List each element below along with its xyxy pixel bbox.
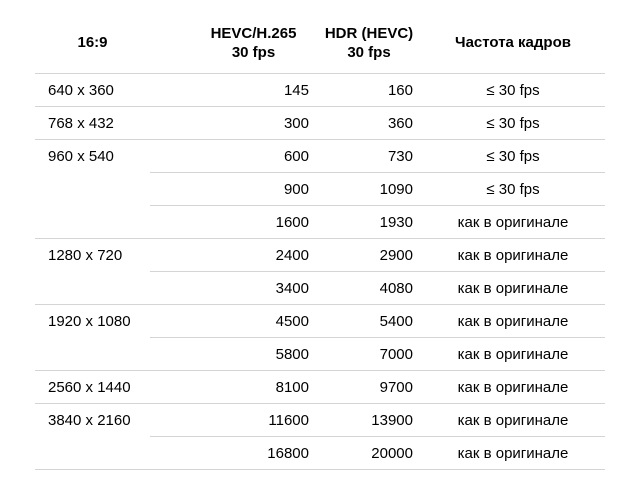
cell-framerate: как в оригинале xyxy=(421,371,605,404)
cell-resolution xyxy=(35,338,150,371)
cell-resolution: 1920 x 1080 xyxy=(48,312,131,330)
header-framerate: Частота кадров xyxy=(421,12,605,74)
cell-hevc-bitrate: 8100 xyxy=(150,371,317,404)
cell-framerate: ≤ 30 fps xyxy=(421,140,605,173)
header-hevc xyxy=(150,12,317,74)
table-body xyxy=(35,74,605,470)
cell-framerate: ≤ 30 fps xyxy=(421,107,605,140)
table-row xyxy=(35,107,605,140)
cell-hdr-bitrate: 7000 xyxy=(317,338,421,371)
cell-resolution: 2560 x 1440 xyxy=(35,371,150,404)
cell-hdr-bitrate: 360 xyxy=(317,107,421,140)
cell-hdr-bitrate: 160 xyxy=(317,74,421,107)
cell-hevc-bitrate: 3400 xyxy=(150,272,317,305)
table-row xyxy=(35,173,605,206)
cell-hdr-bitrate: 5400 xyxy=(317,305,421,338)
cell-resolution: 1280 x 720 xyxy=(48,246,123,264)
cell-hdr-bitrate: 20000 xyxy=(317,437,421,470)
table-header xyxy=(35,12,605,74)
cell-hdr-bitrate: 2900 xyxy=(317,239,421,272)
cell-hdr-bitrate: 730 xyxy=(317,140,421,173)
header-hdr-line1: HDR (HEVC) xyxy=(324,24,414,42)
table-row xyxy=(35,239,605,272)
cell-hevc-bitrate: 16800 xyxy=(150,437,317,470)
cell-resolution: 768 x 432 xyxy=(35,107,150,140)
table-row xyxy=(35,272,605,305)
cell-resolution xyxy=(35,437,150,470)
table-row xyxy=(35,404,605,437)
cell-hdr-bitrate: 13900 xyxy=(317,404,421,437)
cell-framerate: ≤ 30 fps xyxy=(421,74,605,107)
cell-framerate: как в оригинале xyxy=(421,305,605,338)
cell-hdr-bitrate: 9700 xyxy=(317,371,421,404)
table-row xyxy=(35,140,605,173)
cell-resolution xyxy=(35,173,150,206)
cell-hevc-bitrate: 900 xyxy=(150,173,317,206)
table-row xyxy=(35,437,605,470)
cell-framerate: как в оригинале xyxy=(421,404,605,437)
cell-framerate: как в оригинале xyxy=(421,338,605,371)
bitrate-table xyxy=(35,12,605,470)
cell-framerate: как в оригинале xyxy=(421,437,605,470)
cell-hevc-bitrate: 300 xyxy=(150,107,317,140)
table-row xyxy=(35,74,605,107)
cell-resolution: 640 x 360 xyxy=(35,74,150,107)
cell-hevc-bitrate: 4500 xyxy=(150,305,317,338)
cell-hdr-bitrate: 1090 xyxy=(317,173,421,206)
cell-hevc-bitrate: 600 xyxy=(150,140,317,173)
header-hdr-line2: 30 fps xyxy=(347,43,391,61)
header-hevc-line1: HEVC/H.265 xyxy=(210,24,297,42)
table-row xyxy=(35,338,605,371)
cell-framerate: ≤ 30 fps xyxy=(421,173,605,206)
cell-resolution: 960 x 540 xyxy=(48,147,114,165)
header-resolution: 16:9 xyxy=(35,12,150,74)
header-hevc-line2: 30 fps xyxy=(231,43,276,61)
cell-framerate: как в оригинале xyxy=(421,239,605,272)
table-row xyxy=(35,371,605,404)
bitrate-table-container xyxy=(35,12,605,470)
cell-hdr-bitrate: 4080 xyxy=(317,272,421,305)
cell-framerate: как в оригинале xyxy=(421,272,605,305)
cell-hevc-bitrate: 145 xyxy=(150,74,317,107)
table-row xyxy=(35,206,605,239)
header-row xyxy=(35,12,605,74)
cell-resolution xyxy=(35,272,150,305)
table-row xyxy=(35,305,605,338)
cell-hevc-bitrate: 11600 xyxy=(150,404,317,437)
cell-hevc-bitrate: 2400 xyxy=(150,239,317,272)
header-hdr xyxy=(317,12,421,74)
cell-framerate: как в оригинале xyxy=(421,206,605,239)
cell-hevc-bitrate: 5800 xyxy=(150,338,317,371)
cell-resolution xyxy=(35,206,150,239)
cell-hevc-bitrate: 1600 xyxy=(150,206,317,239)
cell-resolution: 3840 x 2160 xyxy=(48,411,131,429)
cell-hdr-bitrate: 1930 xyxy=(317,206,421,239)
